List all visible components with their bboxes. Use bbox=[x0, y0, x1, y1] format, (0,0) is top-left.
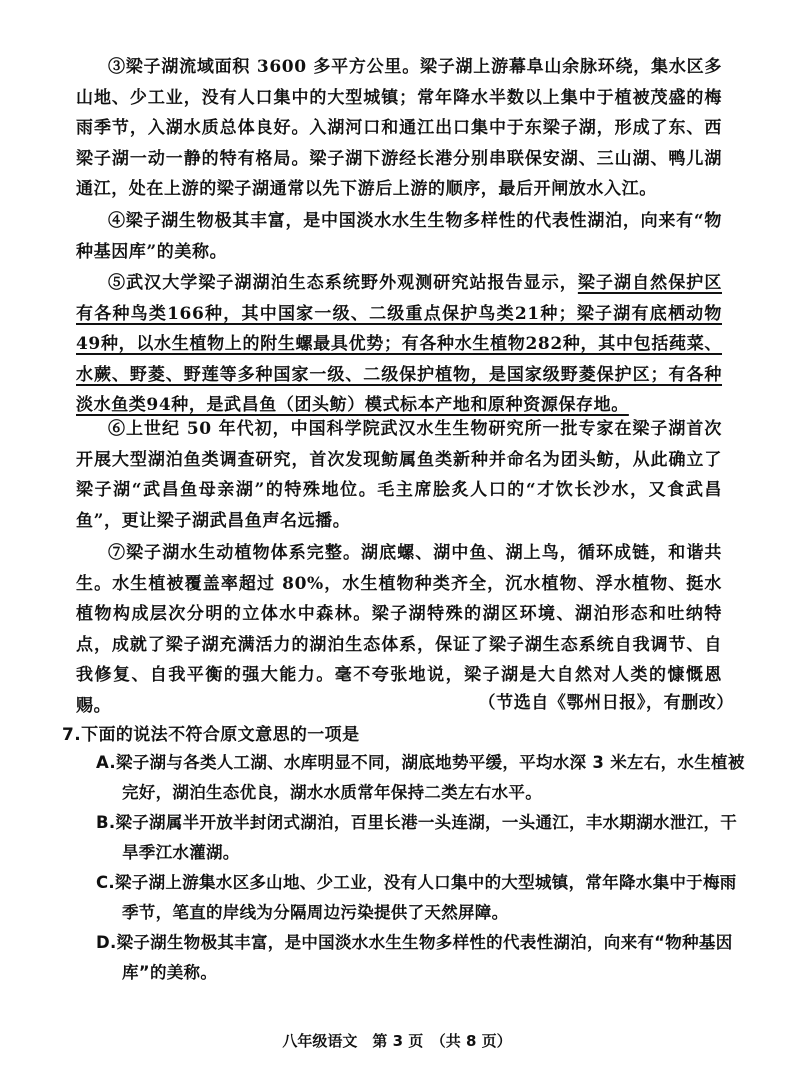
page-footer: 八年级语文 第 3 页 （共 8 页） bbox=[282, 1032, 512, 1050]
paragraph-3: ③梁子湖流域面积 3600 多平方公里。梁子湖上游幕阜山余脉环绕，集水区多山地、少工业，没有人口集中的大型城镇；常年降水半数以上集中于植被茂盛的梅雨季节，入湖水质总体良好。入湖河口和通江出口集中于东梁子湖，形成了东、西梁子湖一动一静的特有格局。梁子湖下游经长港分别串联保安湖、三山湖、鸭儿湖通江，处在上游的梁子湖通常以先下游后上游的顺序，最后开闸放水入江。 bbox=[76, 57, 722, 199]
paragraph-7: ⑦梁子湖水生动植物体系完整。湖底螺、湖中鱼、湖上鸟，循环成链，和谐共生。水生植被覆盖率超过 80%，水生植物种类齐全，沉水植物、浮水植物、挺水植物构成层次分明的立体水中森林。梁子湖特殊的湖区环境、湖泊形态和吐纳特点，成就了梁子湖充满活力的湖泊生态体系，保证了梁子湖生态系统自我调节、自我修复、自我平衡的强大能力。毫不夸张地说，梁子湖是大自然对人类的慷慨恩赐。 bbox=[76, 543, 722, 716]
option-b[interactable]: B.梁子湖属半开放半封闭式湖泊，百里长港一头连湖，一头通江，丰水期湖水泄江，干旱季江水灌湖。 bbox=[96, 813, 738, 862]
option-a[interactable]: A.梁子湖与各类人工湖、水库明显不同，湖底地势平缓，平均水深 3 米左右，水生植被完好，湖泊生态优良，湖水水质常年保持二类左右水平。 bbox=[96, 753, 745, 802]
option-c[interactable]: C.梁子湖上游集水区多山地、少工业，没有人口集中的大型城镇，常年降水集中于梅雨季节，笔直的岸线为分隔周边污染提供了天然屏障。 bbox=[96, 873, 737, 922]
question-7-title: 7.下面的说法不符合原文意思的一项是 bbox=[62, 725, 360, 745]
paragraph-4: ④梁子湖生物极其丰富，是中国淡水水生生物多样性的代表性湖泊，向来有“物种基因库”的美称。 bbox=[76, 211, 722, 262]
option-d[interactable]: D.梁子湖生物极其丰富，是中国淡水水生生物多样性的代表性湖泊，向来有“物种基因库”的美称。 bbox=[96, 933, 733, 982]
paragraph-5-underlined: 梁子湖自然保护区有各种鸟类166种，其中国家一级、二级重点保护鸟类21种；梁子湖有底栖动物49种，以水生植物上的附生螺最具优势；有各种水生植物282种，其中包括莼菜、水蕨、野菱、野莲等多种国家一级、二级保护植物，是国家级野菱保护区；有各种淡水鱼类94种，是武昌鱼（团头鲂）模式标本产地和原种资源保存地。 bbox=[76, 273, 722, 415]
paragraph-6: ⑥上世纪 50 年代初，中国科学院武汉水生生物研究所一批专家在梁子湖首次开展大型湖泊鱼类调查研究，首次发现鲂属鱼类新种并命名为团头鲂，从此确立了梁子湖“武昌鱼母亲湖”的特殊地位。毛主席脍炙人口的“才饮长沙水，又食武昌鱼”，更让梁子湖武昌鱼声名远播。 bbox=[76, 419, 722, 531]
source-citation: （节选自《鄂州日报》，有删改） bbox=[478, 693, 734, 713]
paragraph-5-intro: ⑤武汉大学梁子湖湖泊生态系统野外观测研究站报告显示， bbox=[108, 273, 578, 293]
paragraph-5 bbox=[76, 268, 722, 421]
